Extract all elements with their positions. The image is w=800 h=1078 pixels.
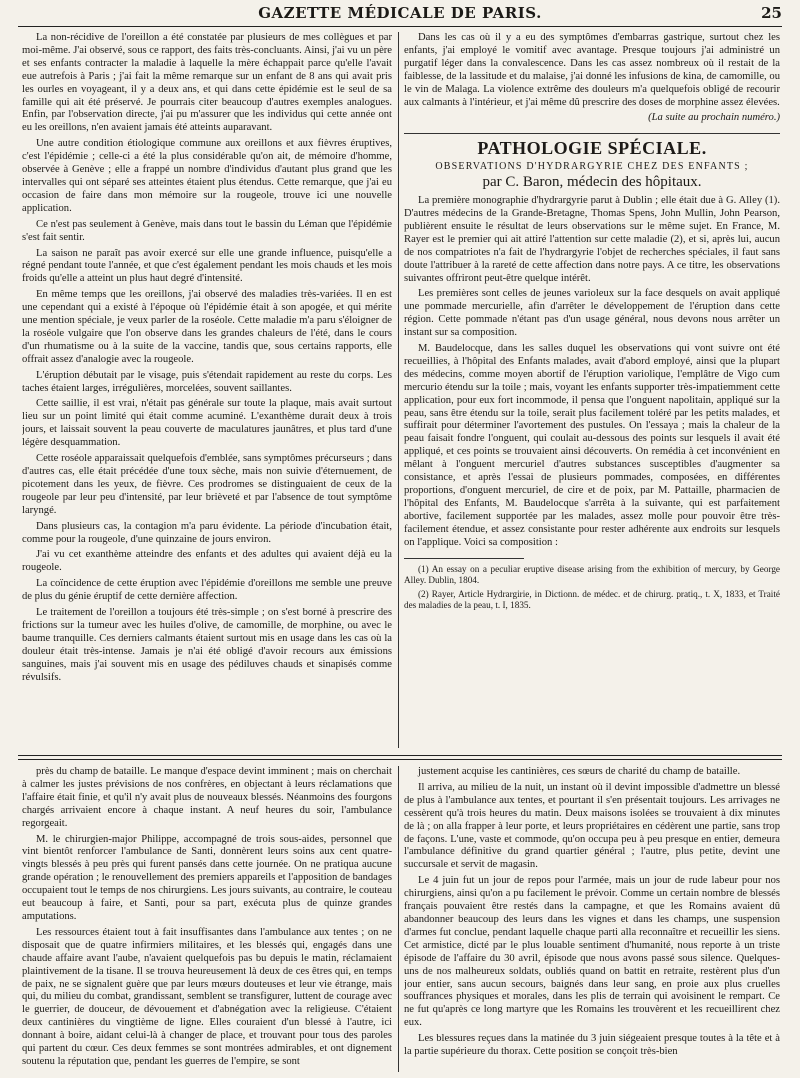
bottom-right-column [404, 766, 780, 1072]
footnote: (1) An essay on a peculiar eruptive disease arising from the exhibition of mercury, by George Alley. Dublin, 1804. [404, 563, 780, 585]
paragraph: Le traitement de l'oreillon a toujours été très-simple ; on s'est borné à prescrire des frictions sur la tumeur avec les huiles d'olive, de camomille, de morphine, ou avec le baume tranquille. Ces derniers calmants étaient surtout mis en usage dans les cas où la douleur était très-intense. Jamais je n'ai été obligé d'avoir recours aux émissions sanguines, mais j'ai souvent mis en usage des pédiluves chauds et sinapisés comme révulsifs. [22, 607, 392, 683]
paragraph: La saison ne paraît pas avoir exercé sur elle une grande influence, puisqu'elle a régné pendant toute l'année, et que c'est également pendant les mois chauds et les mois froids qu'elle a atteint un plus haut degré d'intensité. [22, 247, 392, 285]
column-divider [398, 766, 399, 1072]
feuilleton-rule [18, 755, 782, 756]
bottom-left-column [22, 766, 392, 1072]
journal-title: GAZETTE MÉDICALE DE PARIS. [258, 4, 542, 22]
page-number: 25 [761, 4, 782, 22]
paragraph: Dans plusieurs cas, la contagion m'a paru évidente. La période d'incubation était, comme pour la rougeole, d'une quinzaine de jours environ. [22, 520, 392, 545]
paragraph: La non-récidive de l'oreillon a été constatée par plusieurs de mes collègues et par moi-même. J'ai observé, sous ce rapport, des faits très-concluants. Ainsi, j'ai vu un père et ses enfants contracter la maladie à laquelle la mère échappait parce qu'elle l'avait eue autrefois à Paris ; j'ai fait la même remarque sur un enfant de 8 ans qui avait pris les ourles en voyageant, il y a deux ans, et qui dans cette épidémie est le seul de sa famille qui ait été préservé. Je pourrais citer beaucoup d'autres exemples analogues. Enfin, par l'observation directe, j'ai pu m'assurer que les individus qui cette année ont eu les oreillons, n'en avaient jamais été atteints auparavant. [22, 32, 392, 134]
feuilleton-rule [18, 759, 782, 760]
paragraph: Ce n'est pas seulement à Genève, mais dans tout le bassin du Léman que l'épidémie s'est fait sentir. [22, 218, 392, 243]
paragraph: Le 4 juin fut un jour de repos pour l'armée, mais un jour de rude labeur pour nos chirurgiens, ainsi qu'on a pu facilement le prévoir. Comme un certain nombre de blessés français pouvaient être restés dans la campagne, et que les Romains avaient dû abandonner beaucoup des leurs dans les vignes et dans les champs, une suspension d'armes fut conclue, pendant laquelle chaque parti alla reconnaître et recueillir les siens. Cet armistice, dicté par le plus louable sentiment d'humanité, nous reporte à un triste épisode de l'affaire du 30 avril, épisode que nous avons passé sous silence. Quelques-uns de nos malheureux soldats, oubliés quand on battit en retraite, restèrent plus d'un jour entier, sans aucun secours, baignés dans leur sang, en proie aux plus cruelles souffrances physiques et morales, dans les plis de terrain qui avoisinent le rempart. Ce ne fut qu'après ce long martyre que les Romains les trouvèrent et les recueillirent chez eux. [404, 875, 780, 1029]
paragraph: près du champ de bataille. Le manque d'espace devint imminent ; mais on cherchait à calmer les justes prévisions de nos confrères, en objectant à leurs réclamations que l'affaire était finie, et qu'il n'y avait plus de nouveaux blessés. Néanmoins des fourgons chargés arrivaient encore à chaque instant. A neuf heures du soir, l'ambulance regorgeait. [22, 766, 392, 829]
header-rule [18, 26, 782, 27]
continuation-note: (La suite au prochain numéro.) [648, 112, 780, 124]
paragraph: M. Baudelocque, dans les salles duquel les observations qui vont suivre ont été recueillies, à l'hôpital des Enfants malades, avait d'abord employé, ainsi que la plupart des médecins, comme moyen abortif de l'éruption variolique, l'emplâtre de Vigo cum mercurio étendu sur la toile ; mais, voyant les enfants supporter très-impatiemment cette application, pour eux fort incommode, il pensa que l'onguent napolitain, appliqué sur la peau, sans être étendu sur la toile, serait plus facilement toléré par les petits malades, et suffirait pour déterminer l'avortement des pustules. On l'essaya ; mais la chaleur de la peau faisait fondre l'onguent, qui coulait au-dessous des points sur lesquels il avait été appliqué, et ces points se trouvaient ainsi découverts. On remédia à cet inconvénient en mêlant à l'onguent mercuriel d'autres substances susceptibles d'augmenter sa consistance, et après l'essai de plusieurs pommades, composées, en différentes proportions, d'onguent mercuriel, de cire et de poix, par M. Pattaille, pharmacien de l'hôpital des Enfants, M. Baudelocque s'arrêta à la suivante, qui est parfaitement abortive, facilement supportée par les malades, assez molle pour pouvoir être très-facilement étendue, et assez consistante pour rester adhérente aux endroits sur lesquels on l'applique. Voici sa composition : [404, 343, 780, 548]
paragraph: La première monographie d'hydrargyrie parut à Dublin ; elle était due à G. Alley (1). D'autres médecins de la Grande-Bretagne, Thomas Spens, John Mullin, John Pearson, publièrent ensuite le résultat de leurs observations sur le même sujet. En France, M. Rayer est le premier qui ait attiré l'attention sur cette maladie (2), et si, après lui, aucun de nos compatriotes n'a fait de l'hydrargyrie l'objet de recherches spéciales, il faut sans doute l'attribuer à la rareté de cette affection dans notre pays. A ce titre, les observations suivantes offriront peut-être quelque intérêt. [404, 195, 780, 284]
footnote: (2) Rayer, Article Hydrargirie, in Dictionn. de médec. et de chirurg. pratiq., t. X, 1833, et Traité des maladies de la peau, t. I, 1835. [404, 588, 780, 610]
paragraph: En même temps que les oreillons, j'ai observé des maladies très-variées. Il en est une cependant qui a existé à l'époque où l'épidémie était à son apogée, et qui mérite une mention spéciale, je veux parler de la roséole. Cette maladie m'a paru s'éloigner de la roséole vulgaire que l'on observe dans les grandes chaleurs de l'été, dans le cours d'un rhumatisme ou à la suite de la vaccine, tandis que, sous certains rapports, elle offrait assez d'analogie avec la rougeole. [22, 289, 392, 365]
running-header [0, 4, 800, 26]
paragraph: M. le chirurgien-major Philippe, accompagné de trois sous-aides, personnel que vint bientôt renforcer l'ambulance de Santi, donnèrent leurs soins aux cent quatre-vingts blessés à peu près qui furent pansés dans cette journée. On ne pratiqua aucune grande opération ; le renouvellement des premiers appareils et l'apposition de bandages occupaient tout le temps de nos chirurgiens. Les jours suivants, au contraire, le couteau eut beaucoup à faire, et Santi, pour sa part, exécuta plus de quinze grandes amputations. [22, 833, 392, 922]
paragraph: J'ai vu cet exanthème atteindre des enfants et des adultes qui avaient déjà eu la rougeole. [22, 549, 392, 574]
paragraph: La coïncidence de cette éruption avec l'épidémie d'oreillons me semble une preuve de plus du génie éruptif de cette dernière affection. [22, 578, 392, 603]
paragraph: L'éruption débutait par le visage, puis s'étendait rapidement au reste du corps. Les taches étaient larges, irrégulières, morcelées, souvent saillantes. [22, 369, 392, 394]
section-heading: PATHOLOGIE SPÉCIALE. [477, 138, 707, 159]
paragraph: justement acquise les cantinières, ces sœurs de charité du champ de bataille. [418, 766, 741, 777]
paragraph: Les ressources étaient tout à fait insuffisantes dans l'ambulance aux tentes ; on ne disposait que de quatre infirmiers militaires, et les blessés qui, engagés dans une chaude affaire avant l'aube, n'avaient quelquefois pas bu depuis le matin, réclamaient plaintivement de la tisane. Il se trouva heureusement là deux de ces êtres qui, en temps de paix, ne se signalent guère que par leurs mœurs douteuses et leur vie étrange, mais qui, du milieu du combat, grandissant, semblent se transfigurer, luttent de courage avec le guerrier, de douceur, de dévouement et d'abnégation avec la religieuse. C'étaient deux cantinières du vingtième de ligne. Elles couraient d'un blessé à l'autre, ici donnant à boire, aidant celui-là à changer de place, et trouvant pour tous des paroles qui partent du cœur. Ces deux femmes se sont montrées admirables, et ont dignement soutenu la réputation que, pendant les guerres de l'empire, se sont [22, 926, 392, 1067]
paragraph: Les premières sont celles de jeunes varioleux sur la face desquels on avait appliqué une pommade mercurielle, afin d'arrêter le développement de l'éruption dans cette région. Cette pommade n'étant pas d'un usage général, nous devons nous arrêter un instant sur sa composition. [404, 288, 780, 339]
paragraph: Cette saillie, il est vrai, n'était pas générale sur toute la plaque, mais avait surtout lieu sur un point limité qui était comme acuminé. L'exanthème durait deux à trois jours, et laissait souvent la peau couverte de maculatures jaunâtres, et plus tard d'une légère desquammation. [22, 398, 392, 449]
column-divider [398, 32, 399, 748]
section-rule [404, 133, 780, 134]
article-subtitle: OBSERVATIONS D'HYDRARGYRIE CHEZ DES ENFANTS ; [435, 161, 749, 173]
top-right-column [404, 32, 780, 748]
top-left-column [22, 32, 392, 748]
paragraph: Les blessures reçues dans la matinée du 3 juin siégeaient presque toutes à la tête et à la partie supérieure du thorax. Cette position se conçoit très-bien [404, 1033, 780, 1058]
footnote-rule [404, 558, 524, 559]
paragraph: Dans les cas où il y a eu des symptômes d'embarras gastrique, surtout chez les enfants, j'ai employé le vomitif avec avantage. Presque toujours j'ai administré un purgatif léger dans la convalescence. Dans les cas assez nombreux où il restait de la faiblesse, de la lassitude et du malaise, j'ai donné les infusions de kina, de camomille, ou le vin de Malaga. La violence extrême des douleurs m'a quelquefois obligé de recourir aux calmants à l'intérieur, et j'ai même dû prescrire des doses de morphine assez élevées. [404, 32, 780, 108]
paragraph: Cette roséole apparaissait quelquefois d'emblée, sans symptômes précurseurs ; dans d'autres cas, elle était précédée d'une toux sèche, mais non suivie d'éternuement, de picotement dans les yeux, de fièvre. Ces prodromes se distinguaient de ceux de la rougeole par leur peu d'intensité, par leur brièveté et par l'absence de tout symptôme laryngé. [22, 453, 392, 516]
paragraph: Il arriva, au milieu de la nuit, un instant où il devint impossible d'admettre un blessé de plus à l'ambulance aux tentes, et pourtant il s'en présentait toujours. Les arrivages ne cessèrent qu'à trois heures du matin. Deux maisons isolées se trouvaient à dix minutes de là ; on alla frapper à leur porte, et leurs propriétaires en cédèrent une partie, sans trop de façons. L'une, vaste et commode, qu'on occupa peu à peu presque en entier, demeura l'ambulance définitive du grand quartier général ; l'autre, plus petite, devint une succursale et servit de magasin. [404, 781, 780, 871]
paragraph: Une autre condition étiologique commune aux oreillons et aux fièvres éruptives, c'est l'épidémie ; celle-ci a été la plus considérable qu'on ait, de mémoire d'homme, observée à Genève ; elle a frappé un nombre d'individus d'autant plus grand que les intervalles qui ont séparé ses atteintes étaient plus étendus. Cette remarque, que j'ai eu occasion de faire dans mon mémoire sur la rougeole, trouve ici une nouvelle application. [22, 138, 392, 214]
article-author: par C. Baron, médecin des hôpitaux. [482, 174, 702, 191]
